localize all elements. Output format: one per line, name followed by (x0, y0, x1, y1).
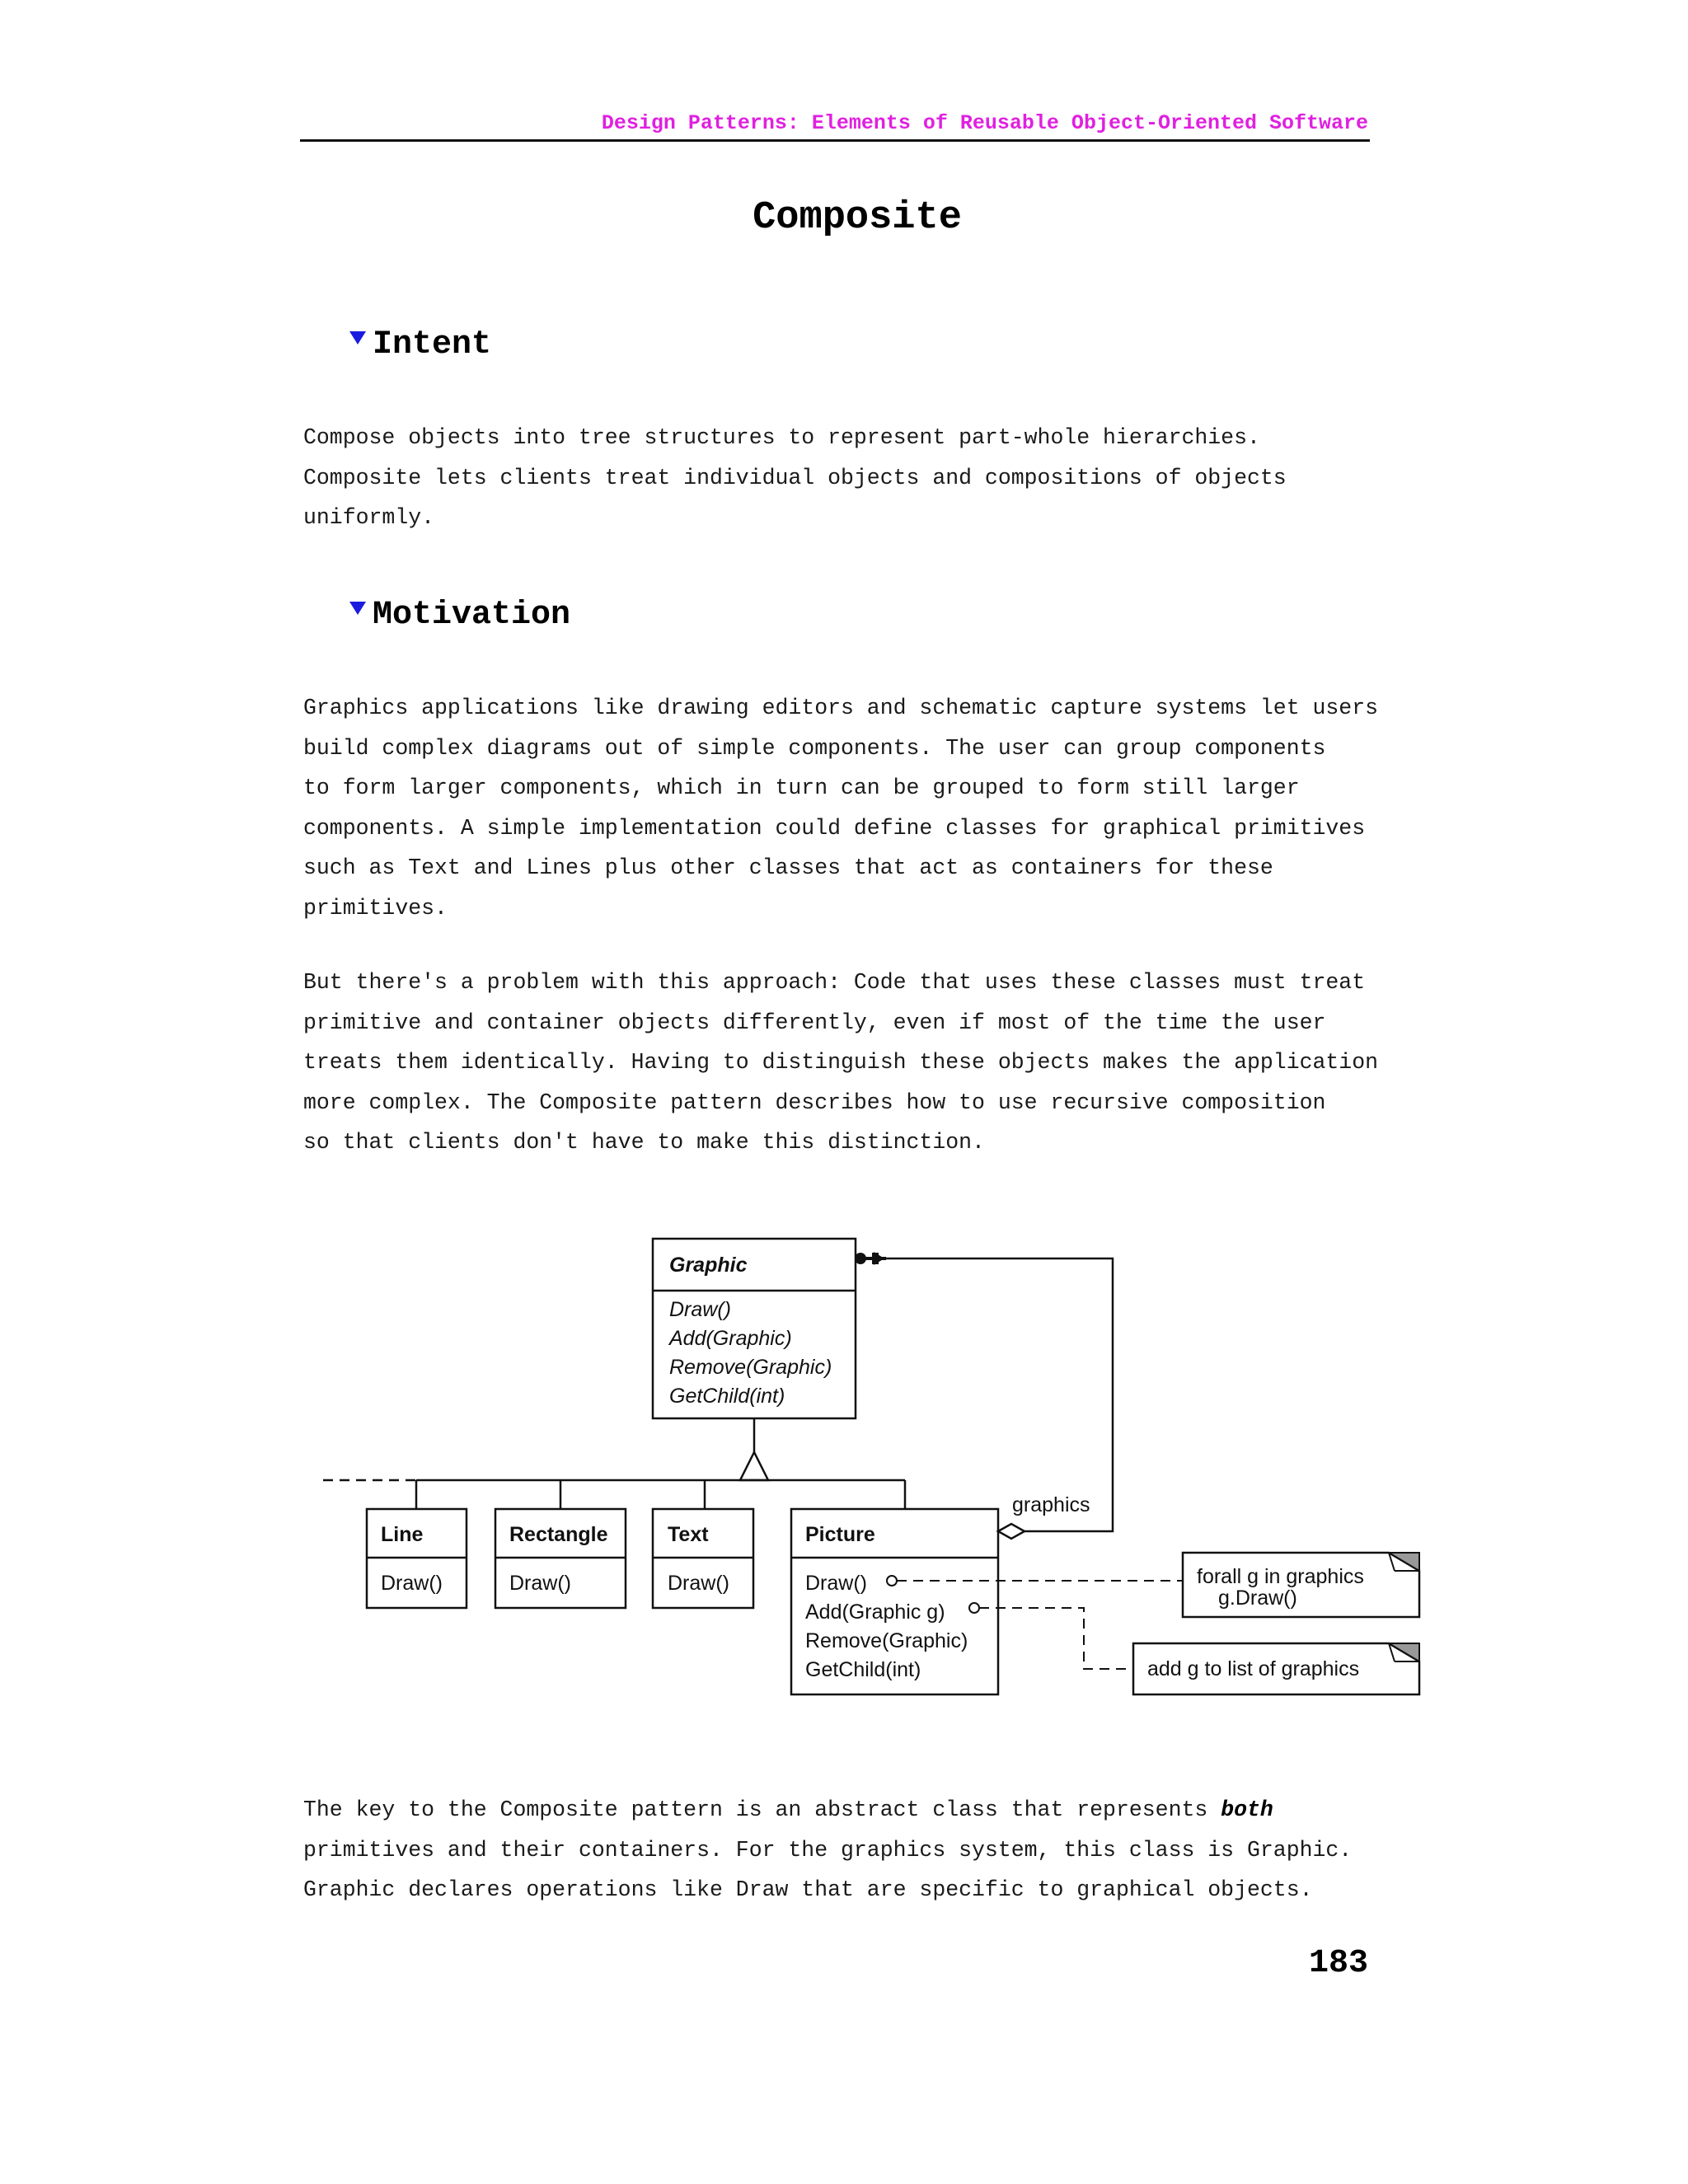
motivation-heading-text: Motivation (373, 597, 571, 634)
rectangle-class-name: Rectangle (509, 1523, 608, 1546)
graphic-op: Draw() (669, 1298, 731, 1321)
rectangle-class-box (495, 1509, 626, 1608)
motivation-paragraph-3 (303, 1790, 1375, 1910)
text-op: Draw() (668, 1572, 729, 1595)
picture-op: Draw() (805, 1572, 867, 1595)
note-add-text: add g to list of graphics (1147, 1657, 1360, 1680)
graphic-op: GetChild(int) (669, 1385, 785, 1408)
note-draw-line2: g.Draw() (1218, 1586, 1297, 1610)
line-op: Draw() (381, 1572, 443, 1595)
line-class-box (367, 1509, 467, 1608)
graphic-op: Remove(Graphic) (669, 1356, 832, 1379)
picture-class-box (791, 1509, 998, 1694)
intent-heading-text: Intent (373, 326, 492, 363)
note-draw (1183, 1553, 1419, 1617)
inheritance-connector (323, 1418, 905, 1509)
graphic-class-name: Graphic (669, 1254, 748, 1277)
note-draw-line1: forall g in graphics (1197, 1565, 1364, 1588)
aggregation-connector (855, 1252, 1113, 1539)
page-title: Composite (753, 196, 962, 240)
picture-op: GetChild(int) (805, 1658, 921, 1681)
line-class-name: Line (381, 1523, 424, 1546)
picture-class-name: Picture (805, 1523, 875, 1546)
motivation-paragraph-2: But there's a problem with this approach: Code that uses these classes must treat primitive and container objects differently, even if most of the time the user treats them identically. Having to distinguish these objects makes the application more complex. The Composite pattern describes how to use recursive composition so that clients don't have to make this distinction. (303, 970, 1379, 1155)
rectangle-op: Draw() (509, 1572, 571, 1595)
note-add (1133, 1643, 1419, 1694)
emphasis-both: both (1221, 1797, 1273, 1822)
running-header: Design Patterns: Elements of Reusable Object-Oriented Software (601, 111, 1368, 135)
intent-paragraph: Compose objects into tree structures to represent part-whole hierarchies. Composite lets clients treat individual objects and compositions of objects uniformly. (303, 425, 1287, 530)
paragraph-text: The key to the Composite pattern is an abstract class that represents (303, 1797, 1221, 1822)
motivation-paragraph-1: Graphics applications like drawing editors and schematic capture systems let users build complex diagrams out of simple components. The user can group components to form larger components, which in turn can be grouped to form still larger components. A simple implementation could define classes for graphical primitives such as Text and Lines plus other classes that act as containers for these primitives. (303, 696, 1379, 921)
aggregation-label: graphics (1012, 1493, 1090, 1516)
text-class-box (653, 1509, 753, 1608)
page-number: 183 (1308, 1945, 1368, 1982)
picture-op: Add(Graphic g) (805, 1601, 945, 1624)
paragraph-text: primitives and their containers. For the graphics system, this class is Graphic. Graphic declares operations like Draw that are specific to graphical objects. (303, 1837, 1353, 1902)
picture-op: Remove(Graphic) (805, 1629, 968, 1652)
graphic-class-box (653, 1239, 856, 1418)
text-class-name: Text (668, 1523, 709, 1546)
graphic-op: Add(Graphic) (669, 1327, 792, 1350)
